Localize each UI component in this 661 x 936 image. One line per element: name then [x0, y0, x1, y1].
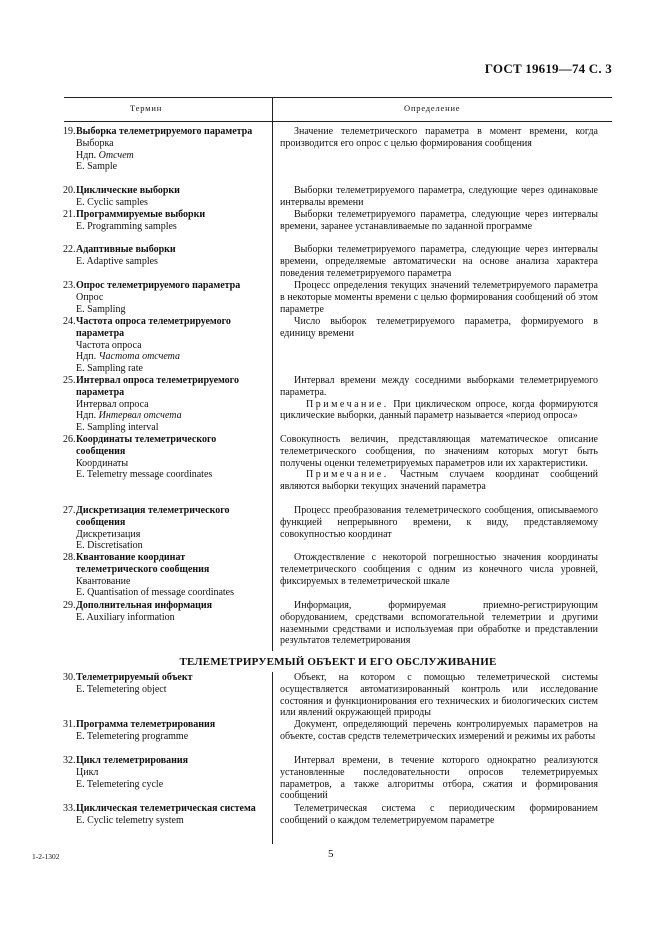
column-divider-lower — [272, 672, 273, 844]
term-21: 21.Программируемые выборки E. Programming samples — [63, 209, 206, 232]
definition-19: Значение телеметрического параметра в момент времени, когда производится его опрос с целью формирования сообщения — [280, 126, 598, 149]
term-19: 19.Выборка телеметрируемого параметра Выборка Ндп. Отсчет E. Sample — [63, 126, 253, 173]
term-27: 27.Дискретизация телеметрического сообщения Дискретизация E. Discretisation — [63, 505, 230, 552]
table-top-rule — [64, 97, 612, 98]
definition-23: Процесс определения текущих значений телеметрируемого параметра в некоторые моменты времени с целью формирования сообщений об этом параметре — [280, 280, 598, 315]
definition-21: Выборки телеметрируемого параметра, следующие через интервалы времени, заранее устанавливаемые по заданной программе — [280, 209, 598, 232]
definition-27: Процесс преобразования телеметрического сообщения, описываемого функцией непрерывного времени, к виду, представляемому совокупностью координат — [280, 505, 598, 540]
definition-29: Информация, формируемая приемно-регистрирующим оборудованием, средствами вспомогательной телеметрии и другими наземными средствами и используемая при обработке и представлении результатов телеметрирования — [280, 600, 598, 647]
header-column-divider — [272, 97, 273, 121]
page-number: 5 — [328, 848, 334, 860]
section-title: ТЕЛЕМЕТРИРУЕМЫЙ ОБЪЕКТ И ЕГО ОБСЛУЖИВАНИЕ — [179, 656, 497, 668]
definition-26: Совокупность величин, представляющая математическое описание телеметрического сообщения, по значениям которых могут быть получены оценки телеметрируемых параметров или их характеристики. Примечание. Частным случаем координат сообщений являются выборки текущих значений параметра — [280, 434, 599, 493]
term-26: 26.Координаты телеметрического сообщения Координаты E. Telemetry message coordinates — [63, 434, 217, 481]
definition-30: Объект, на котором с помощью телеметрической системы осуществляется автоматизированный контроль или исследование состояния и функционирования его технических и биологических систем или явлений окружающей природы — [280, 672, 598, 719]
definition-31: Документ, определяющий перечень контролируемых параметров на объекте, состав средств телеметрических измерений и режимы их работы — [280, 719, 598, 742]
term-20: 20.Циклические выборки E. Cyclic samples — [63, 185, 180, 208]
definition-22: Выборки телеметрируемого параметра, следующие через интервалы времени, определяемые автоматически на основе анализа характера поведения телеметрируемого параметра — [280, 244, 598, 279]
page-header: ГОСТ 19619—74 С. 3 — [484, 61, 612, 76]
term-29: 29.Дополнительная информация E. Auxiliary information — [63, 600, 213, 623]
definition-33: Телеметрическая система с периодическим формированием сообщений о каждом телеметрируемом параметре — [280, 803, 598, 826]
term-24: 24.Частота опроса телеметрируемого параметра Частота опроса Ндп. Частота отсчета E. Sampling rate — [63, 316, 231, 375]
term-30: 30.Телеметрируемый объект E. Telemetering object — [63, 672, 193, 695]
table-header-rule — [64, 121, 612, 122]
term-23: 23.Опрос телеметрируемого параметра Опрос E. Sampling — [63, 280, 241, 315]
definition-25: Интервал времени между соседними выборками телеметрируемого параметра. Примечание. При циклическом опросе, когда формируются циклические выборки, данный параметр называется «период опроса» — [280, 375, 599, 422]
definition-20: Выборки телеметрируемого параметра, следующие через одинаковые интервалы времени — [280, 185, 598, 208]
term-28: 28.Квантование координат телеметрического сообщения Квантование E. Quantisation of message coordinates — [63, 552, 235, 599]
definition-32: Интервал времени, в течение которого однократно реализуются установленные последовательности опросов телеметрируемых параметров, а также алгоритмы отбора, сжатия и формирования сообщений — [280, 755, 598, 802]
definition-24: Число выборок телеметрируемого параметра, формируемого в единицу времени — [280, 316, 598, 339]
column-header-definition: Определение — [404, 103, 461, 113]
column-header-term: Термин — [130, 103, 163, 113]
term-33: 33.Циклическая телеметрическая система E. Cyclic telemetry system — [63, 803, 256, 826]
term-32: 32.Цикл телеметрирования Цикл E. Telemetering cycle — [63, 755, 189, 790]
definition-28: Отождествление с некоторой погрешностью значения координаты телеметрического сообщения с одним из конечного числа уровней, фиксируемых в телеметрической шкале — [280, 552, 598, 587]
term-25: 25.Интервал опроса телеметрируемого параметра Интервал опроса Ндп. Интервал отсчета E. Sampling interval — [63, 375, 239, 434]
print-mark: 1-2-1302 — [32, 852, 60, 861]
column-divider-upper — [272, 121, 273, 651]
term-31: 31.Программа телеметрирования E. Telemetering programme — [63, 719, 216, 742]
term-22: 22.Адаптивные выборки E. Adaptive samples — [63, 244, 176, 267]
